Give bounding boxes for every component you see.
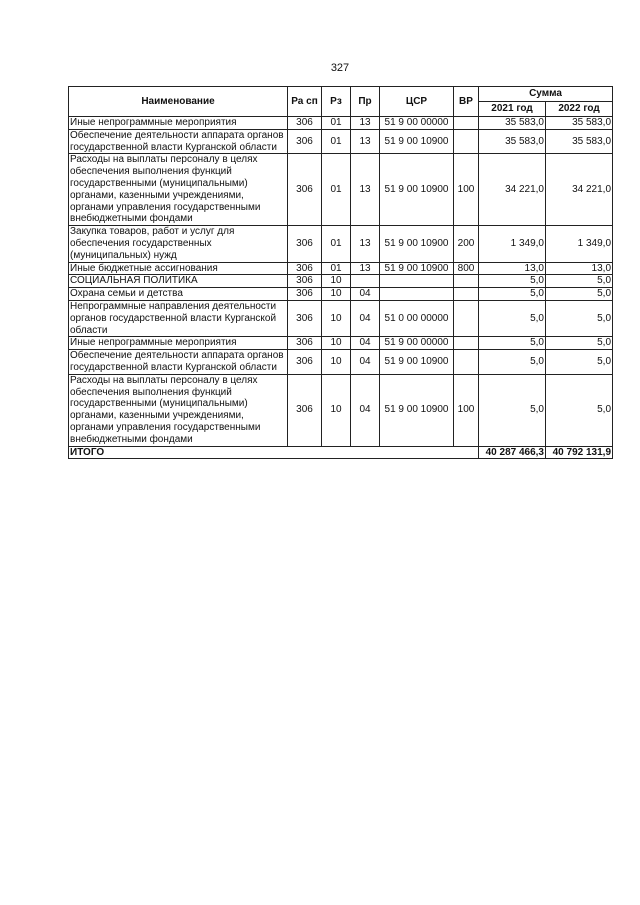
row-2021: 34 221,0 xyxy=(479,154,546,226)
row-name: Закупка товаров, работ и услуг для обеспечения государственных (муниципальных) нужд xyxy=(69,226,288,262)
row-2021: 5,0 xyxy=(479,374,546,446)
row-pr: 13 xyxy=(351,226,380,262)
row-pr: 04 xyxy=(351,374,380,446)
row-pr: 04 xyxy=(351,337,380,350)
row-2021: 35 583,0 xyxy=(479,117,546,130)
row-2022: 5,0 xyxy=(546,350,613,375)
header-sum: Сумма xyxy=(479,87,613,102)
row-rasp: 306 xyxy=(288,275,322,288)
row-2022: 5,0 xyxy=(546,275,613,288)
row-2022: 34 221,0 xyxy=(546,154,613,226)
row-2022: 13,0 xyxy=(546,262,613,275)
row-2021: 13,0 xyxy=(479,262,546,275)
row-2021: 1 349,0 xyxy=(479,226,546,262)
row-pr: 13 xyxy=(351,129,380,154)
row-2021: 5,0 xyxy=(479,275,546,288)
page-number: 327 xyxy=(330,62,350,74)
row-rz: 01 xyxy=(322,262,351,275)
row-rasp: 306 xyxy=(288,374,322,446)
row-rasp: 306 xyxy=(288,154,322,226)
row-rz: 10 xyxy=(322,374,351,446)
header-rz: Рз xyxy=(322,87,351,117)
table-body xyxy=(69,117,613,447)
table-row xyxy=(69,275,613,288)
row-name: Непрограммные направления деятельности органов государственной власти Курганской области xyxy=(69,300,288,336)
row-2021: 35 583,0 xyxy=(479,129,546,154)
row-csr: 51 9 00 10900 xyxy=(380,374,454,446)
row-rasp: 306 xyxy=(288,300,322,336)
row-rz: 01 xyxy=(322,129,351,154)
table-row xyxy=(69,288,613,301)
row-rasp: 306 xyxy=(288,262,322,275)
row-name: Иные непрограммные мероприятия xyxy=(69,337,288,350)
row-name: Охрана семьи и детства xyxy=(69,288,288,301)
row-rz: 10 xyxy=(322,288,351,301)
table-row xyxy=(69,337,613,350)
row-pr: 04 xyxy=(351,288,380,301)
row-csr: 51 0 00 00000 xyxy=(380,300,454,336)
row-2022: 5,0 xyxy=(546,337,613,350)
row-name: Обеспечение деятельности аппарата органов государственной власти Курганской области xyxy=(69,129,288,154)
row-vr: 800 xyxy=(454,262,479,275)
total-2021: 40 287 466,3 xyxy=(479,446,546,459)
row-csr: 51 9 00 10900 xyxy=(380,262,454,275)
row-2022: 5,0 xyxy=(546,300,613,336)
table-row xyxy=(69,262,613,275)
row-rasp: 306 xyxy=(288,337,322,350)
header-2022: 2022 год xyxy=(546,102,613,117)
row-name: СОЦИАЛЬНАЯ ПОЛИТИКА xyxy=(69,275,288,288)
row-csr: 51 9 00 00000 xyxy=(380,337,454,350)
header-pr: Пр xyxy=(351,87,380,117)
row-vr xyxy=(454,350,479,375)
row-vr xyxy=(454,129,479,154)
row-csr: 51 9 00 00000 xyxy=(380,117,454,130)
row-rz: 10 xyxy=(322,350,351,375)
row-name: Расходы на выплаты персоналу в целях обеспечения выполнения функций государственными (муниципальными) органами, казенными учреждениями, органами управления государственными внебюджетными фондами xyxy=(69,374,288,446)
row-name: Иные бюджетные ассигнования xyxy=(69,262,288,275)
table-row xyxy=(69,374,613,446)
table-row xyxy=(69,129,613,154)
row-rasp: 306 xyxy=(288,226,322,262)
row-name: Расходы на выплаты персоналу в целях обеспечения выполнения функций государственными (муниципальными) органами, казенными учреждениями, органами управления государственными внебюджетными фондами xyxy=(69,154,288,226)
row-pr: 04 xyxy=(351,350,380,375)
row-rz: 01 xyxy=(322,154,351,226)
total-2022: 40 792 131,9 xyxy=(546,446,613,459)
row-vr xyxy=(454,337,479,350)
row-csr: 51 9 00 10900 xyxy=(380,154,454,226)
row-name: Обеспечение деятельности аппарата органов государственной власти Курганской области xyxy=(69,350,288,375)
row-rz: 10 xyxy=(322,300,351,336)
row-2022: 35 583,0 xyxy=(546,117,613,130)
header-name: Наименование xyxy=(69,87,288,117)
table-row xyxy=(69,117,613,130)
row-vr: 200 xyxy=(454,226,479,262)
header-rasp: Ра сп xyxy=(288,87,322,117)
header-vr: ВР xyxy=(454,87,479,117)
table-row xyxy=(69,226,613,262)
row-2022: 5,0 xyxy=(546,374,613,446)
row-vr: 100 xyxy=(454,154,479,226)
row-2021: 5,0 xyxy=(479,337,546,350)
row-vr xyxy=(454,117,479,130)
total-row xyxy=(69,446,613,459)
table-row xyxy=(69,350,613,375)
row-csr: 51 9 00 10900 xyxy=(380,350,454,375)
row-pr: 04 xyxy=(351,300,380,336)
row-vr xyxy=(454,288,479,301)
row-name: Иные непрограммные мероприятия xyxy=(69,117,288,130)
row-rz: 01 xyxy=(322,117,351,130)
row-rz: 01 xyxy=(322,226,351,262)
row-2021: 5,0 xyxy=(479,300,546,336)
header-2021: 2021 год xyxy=(479,102,546,117)
row-vr xyxy=(454,275,479,288)
row-csr: 51 9 00 10900 xyxy=(380,226,454,262)
header-csr: ЦСР xyxy=(380,87,454,117)
table-row xyxy=(69,154,613,226)
table-row xyxy=(69,300,613,336)
row-2022: 1 349,0 xyxy=(546,226,613,262)
row-2021: 5,0 xyxy=(479,350,546,375)
row-2022: 35 583,0 xyxy=(546,129,613,154)
row-vr xyxy=(454,300,479,336)
row-rasp: 306 xyxy=(288,129,322,154)
row-rasp: 306 xyxy=(288,288,322,301)
row-rz: 10 xyxy=(322,275,351,288)
row-pr: 13 xyxy=(351,262,380,275)
row-vr: 100 xyxy=(454,374,479,446)
row-2021: 5,0 xyxy=(479,288,546,301)
budget-table xyxy=(68,86,613,459)
row-csr: 51 9 00 10900 xyxy=(380,129,454,154)
row-2022: 5,0 xyxy=(546,288,613,301)
row-pr: 13 xyxy=(351,117,380,130)
row-pr xyxy=(351,275,380,288)
row-rasp: 306 xyxy=(288,350,322,375)
total-label: ИТОГО xyxy=(69,446,479,459)
row-pr: 13 xyxy=(351,154,380,226)
row-rasp: 306 xyxy=(288,117,322,130)
row-csr xyxy=(380,288,454,301)
row-csr xyxy=(380,275,454,288)
row-rz: 10 xyxy=(322,337,351,350)
